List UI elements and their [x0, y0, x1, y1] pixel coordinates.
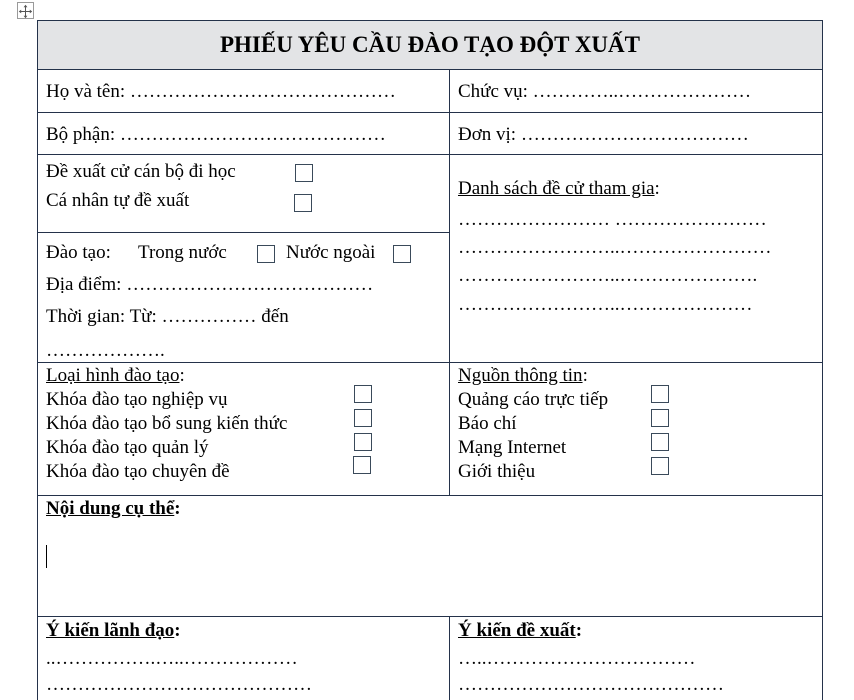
info-source-checkbox[interactable] [651, 433, 669, 451]
leader-opinion-heading [46, 620, 181, 642]
full-name-field[interactable]: Họ và tên: …………………………………… [46, 81, 396, 102]
info-source-label: Mạng Internet [458, 437, 567, 458]
info-source-label: Báo chí [458, 413, 517, 434]
participant-line[interactable]: ……………………..………………… [458, 294, 753, 315]
leader-opinion-line[interactable]: ..…………….…..……………… [46, 648, 298, 669]
move-arrows-icon [18, 4, 33, 19]
form-title: PHIẾU YÊU CẦU ĐÀO TẠO ĐỘT XUẤT [219, 32, 640, 57]
table-row-divider [37, 69, 823, 70]
proposal-opinion-line[interactable]: …..…………………………… [458, 648, 696, 669]
table-row-divider [37, 154, 823, 155]
text-cursor [46, 545, 47, 568]
info-sources-colon: : [582, 365, 588, 386]
training-domestic-checkbox[interactable] [257, 245, 275, 263]
participant-line[interactable]: ……………………..…………………… [458, 237, 772, 258]
info-sources-heading [458, 365, 588, 387]
training-domestic-label: Trong nước [138, 242, 227, 263]
info-source-checkbox[interactable] [651, 409, 669, 427]
training-type-label: Đào tạo: [46, 242, 111, 263]
participants-colon: : [654, 178, 660, 199]
nomination-assigned-checkbox[interactable] [295, 164, 313, 182]
course-type-label: Khóa đào tạo bổ sung kiến thức [46, 413, 288, 434]
proposal-opinion-colon: : [575, 620, 583, 641]
location-field[interactable]: Địa điểm: ………………………………… [46, 274, 374, 295]
leader-opinion-line[interactable]: …………………………………… [46, 674, 312, 695]
course-type-checkbox[interactable] [354, 385, 372, 403]
participants-heading [458, 178, 660, 200]
content-label: Nội dung cụ thể [46, 498, 175, 519]
table-row-divider [37, 232, 449, 233]
training-abroad-checkbox[interactable] [393, 245, 411, 263]
participants-label: Danh sách đề cử tham gia [458, 178, 655, 199]
table-row-divider [37, 616, 823, 617]
proposal-opinion-label: Ý kiến đề xuất [458, 620, 576, 641]
course-type-checkbox[interactable] [354, 409, 372, 427]
nomination-assigned-label: Đề xuất cử cán bộ đi học [46, 161, 236, 182]
content-text-area[interactable] [38, 522, 822, 614]
course-types-label: Loại hình đào tạo [46, 365, 180, 386]
job-position-field[interactable]: Chức vụ: …………..………………… [458, 81, 752, 102]
info-source-checkbox[interactable] [651, 385, 669, 403]
info-sources-label: Nguồn thông tin [458, 365, 583, 386]
proposal-opinion-line[interactable]: …………………………………… [458, 674, 724, 695]
content-colon: : [174, 498, 181, 519]
info-source-label: Giới thiệu [458, 461, 536, 482]
nomination-self-checkbox[interactable] [294, 194, 312, 212]
info-source-checkbox[interactable] [651, 457, 669, 475]
course-type-label: Khóa đào tạo quản lý [46, 437, 209, 458]
table-column-divider [449, 69, 450, 495]
info-source-label: Quảng cáo trực tiếp [458, 389, 609, 410]
content-heading [46, 498, 181, 520]
table-row-divider [37, 495, 823, 496]
leader-opinion-colon: : [174, 620, 181, 641]
table-column-divider [449, 616, 450, 700]
participant-line[interactable]: ……………………..…………………. [458, 265, 758, 286]
leader-opinion-label: Ý kiến lãnh đạo [46, 620, 175, 641]
course-types-heading [46, 365, 185, 387]
table-border-right [822, 20, 823, 700]
table-row-divider [37, 362, 823, 363]
table-border-top [37, 20, 823, 21]
nomination-self-label: Cá nhân tự đề xuất [46, 190, 190, 211]
department-field[interactable]: Bộ phận: …………………………………… [46, 124, 386, 145]
participant-line[interactable]: …………………… …………………… [458, 209, 767, 230]
table-move-handle[interactable] [17, 2, 34, 19]
course-type-label: Khóa đào tạo chuyên đề [46, 461, 230, 482]
unit-field[interactable]: Đơn vị: ……………………………… [458, 124, 749, 145]
table-row-divider [37, 112, 823, 113]
time-field[interactable]: Thời gian: Từ: …………… đến [46, 306, 289, 327]
time-end-field[interactable]: ………………. [46, 340, 165, 361]
course-types-colon: : [179, 365, 185, 386]
course-type-checkbox[interactable] [353, 456, 371, 474]
course-type-checkbox[interactable] [354, 433, 372, 451]
training-abroad-label: Nước ngoài [286, 242, 376, 263]
proposal-opinion-heading [458, 620, 582, 642]
course-type-label: Khóa đào tạo nghiệp vụ [46, 389, 228, 410]
